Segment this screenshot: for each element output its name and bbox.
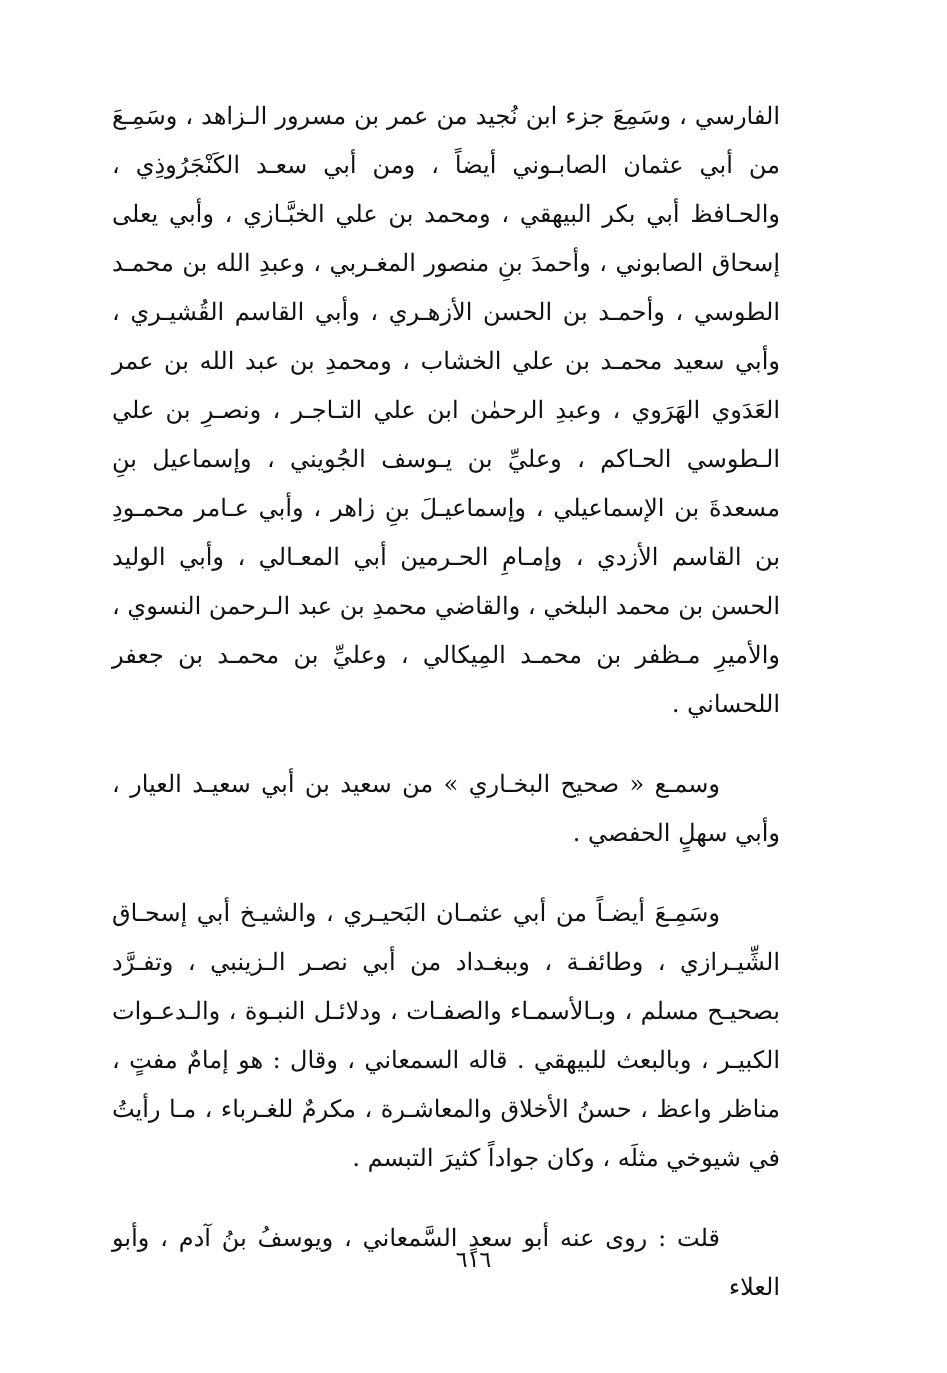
paragraph-gap <box>112 729 780 760</box>
paragraph-gap <box>112 858 780 889</box>
paragraph-teachers-list: الفارسي ، وسَمِعَ جزء ابن نُجيد من عمر بن مسرور الـزاهد ، وسَمِـعَ من أبي عثمان الصابـوني أيضاً ، ومن أبي سعـد الكَنْجَرُوذِي ، والحـافظ أبي بكر البيهقي ، ومحمد بن علي الخبَّـازي ، وأبي يعلى إسحاق الصابوني ، وأحمدَ بنِ منصور المغـربي ، وعبدِ الله بن محمـد الطوسي ، وأحمـد بن الحسن الأزهـري ، وأبي القاسم القُشيـري ، وأبي سعيد محمـد بن علي الخشاب ، ومحمدِ بن عبد الله بن عمر العَدَوي الهَرَوي ، وعبدِ الرحمٰن ابن علي التـاجـر ، ونصـرِ بن علي الـطوسي الحـاكم ، وعليِّ بن يـوسف الجُويني ، وإسماعيل بنِ مسعدةَ بن الإسماعيلي ، وإسماعيـلَ بنِ زاهر ، وأبي عـامر محمـودِ بن القاسم الأزدي ، وإمـامِ الحـرمين أبي المعـالي ، وأبي الوليد الحسن بن محمد البلخي ، والقاضي محمدِ بن عبد الـرحمن النسوي ، والأميرِ مـظفر بن محمـد المِيكالي ، وعليِّ بن محمـد بن جعفر اللحساني . <box>112 102 780 718</box>
page-number: ٦١٦ <box>455 1248 492 1273</box>
paragraph-narrators: قلت : روى عنه أبو سعدٍ السَّمعاني ، ويوسفُ بنُ آدم ، وأبو العلاء <box>112 1224 780 1301</box>
paragraph-samani-praise: وسَمِـعَ أيضـاً من أبي عثمـان البَحيـري ، والشيـخ أبي إسحـاق الشِّيـرازي ، وطائفـة ، وببغـداد من أبي نصـر الـزينبي ، وتفـرَّد بصحيـح مسلم ، وبـالأسمـاء والصفـات ، ودلائـل النبـوة ، والـدعـوات الكبيـر ، وبالبعث للبيهقي . قاله السمعاني ، وقال : هو إمامٌ مفتٍ ، مناظر واعظ ، حسنُ الأخلاق والمعاشـرة ، مكرمٌ للغـرباء ، مـا رأيتُ في شيوخي مثلَه ، وكان جواداً كثيرَ التبسم . <box>112 899 780 1172</box>
paragraph-sahih-bukhari: وسمـع « صحيح البخـاري » من سعيد بن أبي سعيـد العيار ، وأبي سهلٍ الحفصي . <box>112 770 780 847</box>
page-body <box>112 92 780 1312</box>
paragraph-gap <box>112 1183 780 1214</box>
